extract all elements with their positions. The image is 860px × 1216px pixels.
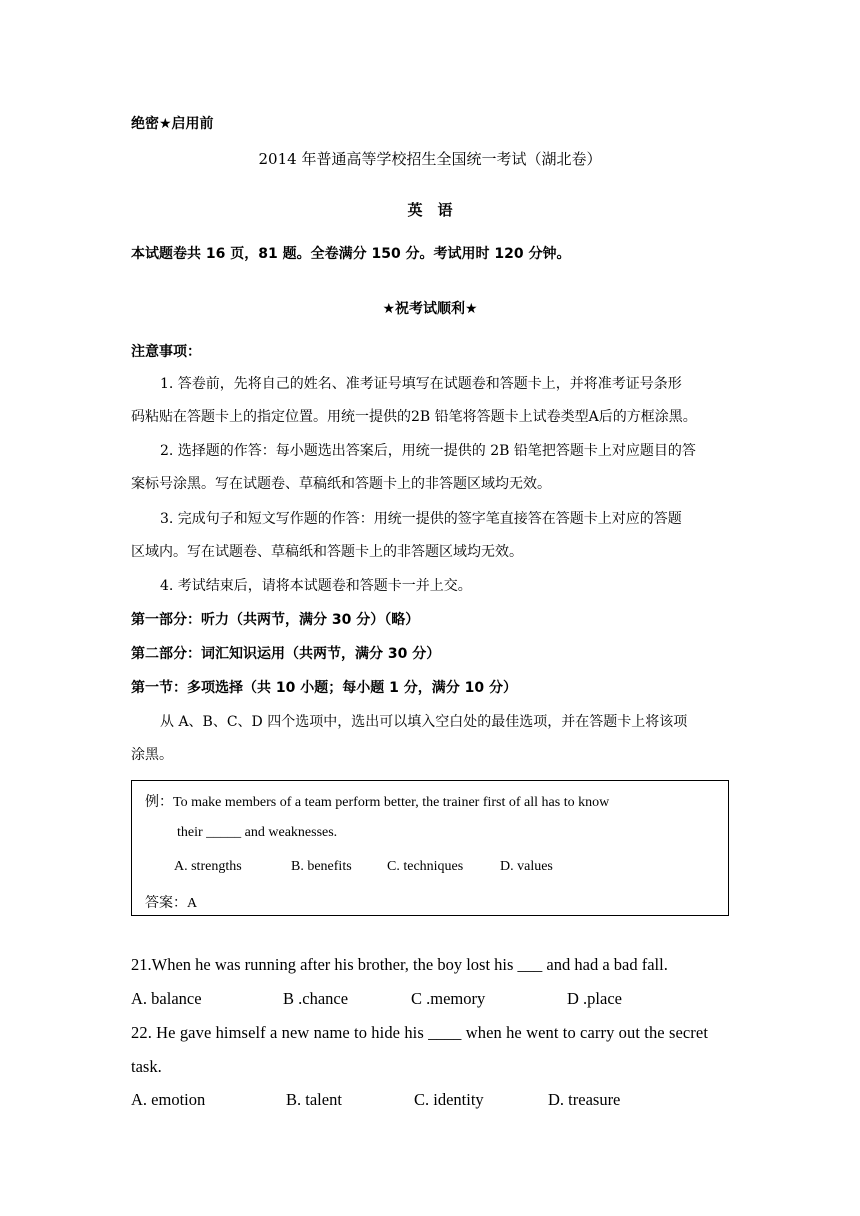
notes-heading: 注意事项： <box>131 344 201 360</box>
question-22-option-c: C. identity <box>414 1090 484 1109</box>
example-option-d: D. values <box>500 859 553 874</box>
example-option-b: B. benefits <box>291 859 352 874</box>
example-stem-line-1: 例：To make members of a team perform better, the trainer first of all has to know <box>145 795 610 810</box>
example-answer: 答案：A <box>145 896 198 911</box>
question-22-option-b: B. talent <box>286 1090 342 1109</box>
note-1-line-2: 码粘贴在答题卡上的指定位置。用统一提供的2B 铅笔将答题卡上试卷类型A后的方框涂黑。 <box>131 409 697 425</box>
question-22-option-a: A. emotion <box>131 1090 206 1109</box>
question-21-option-c: C .memory <box>411 989 486 1008</box>
note-3-line-1: 3. 完成句子和短文写作题的作答：用统一提供的签字笔直接答在答题卡上对应的答题 <box>160 511 682 527</box>
note-1-line-1: 1. 答卷前，先将自己的姓名、准考证号填写在试题卷和答题卡上，并将准考证号条形 <box>160 376 682 392</box>
example-option-a: A. strengths <box>174 859 242 874</box>
instructions-line-1: 从 A、B、C、D 四个选项中，选出可以填入空白处的最佳选项，并在答题卡上将该项 <box>160 714 688 730</box>
question-22-option-d: D. treasure <box>548 1090 621 1109</box>
question-21-option-d: D .place <box>567 989 622 1008</box>
example-stem-line-2: their _____ and weaknesses. <box>177 825 338 840</box>
note-2-line-2: 案标号涂黑。写在试题卷、草稿纸和答题卡上的非答题区域均无效。 <box>131 476 551 492</box>
section1-heading: 第一节：多项选择（共 10 小题；每小题 1 分，满分 10 分） <box>131 680 517 696</box>
classification-label: 绝密★启用前 <box>131 116 214 132</box>
question-22-stem-line-1: 22. He gave himself a new name to hide his ____ when he went to carry out the secret <box>131 1023 709 1042</box>
question-21-option-a: A. balance <box>131 989 202 1008</box>
part1-heading: 第一部分：听力（共两节，满分 30 分）（略） <box>131 612 420 628</box>
note-4-line-1: 4. 考试结束后，请将本试题卷和答题卡一并上交。 <box>160 578 472 594</box>
part2-heading: 第二部分：词汇知识运用（共两节，满分 30 分） <box>131 646 441 662</box>
blessing-line: ★祝考试顺利★ <box>382 301 478 317</box>
note-3-line-2: 区域内。写在试题卷、草稿纸和答题卡上的非答题区域均无效。 <box>131 544 523 560</box>
example-option-c: C. techniques <box>387 859 464 874</box>
instructions-line-2: 涂黑。 <box>131 747 173 763</box>
note-2-line-1: 2. 选择题的作答：每小题选出答案后，用统一提供的 2B 铅笔把答题卡上对应题目的答 <box>160 443 696 459</box>
question-22-stem-line-2: task. <box>131 1057 162 1076</box>
exam-title: 2014 年普通高等学校招生全国统一考试（湖北卷） <box>258 150 602 168</box>
exam-summary: 本试题卷共 16 页，81 题。全卷满分 150 分。考试用时 120 分钟。 <box>131 246 571 262</box>
subject-title: 英 语 <box>407 201 453 219</box>
question-21-option-b: B .chance <box>283 989 349 1008</box>
question-21-stem: 21.When he was running after his brother, the boy lost his ___ and had a bad fall. <box>131 955 668 974</box>
